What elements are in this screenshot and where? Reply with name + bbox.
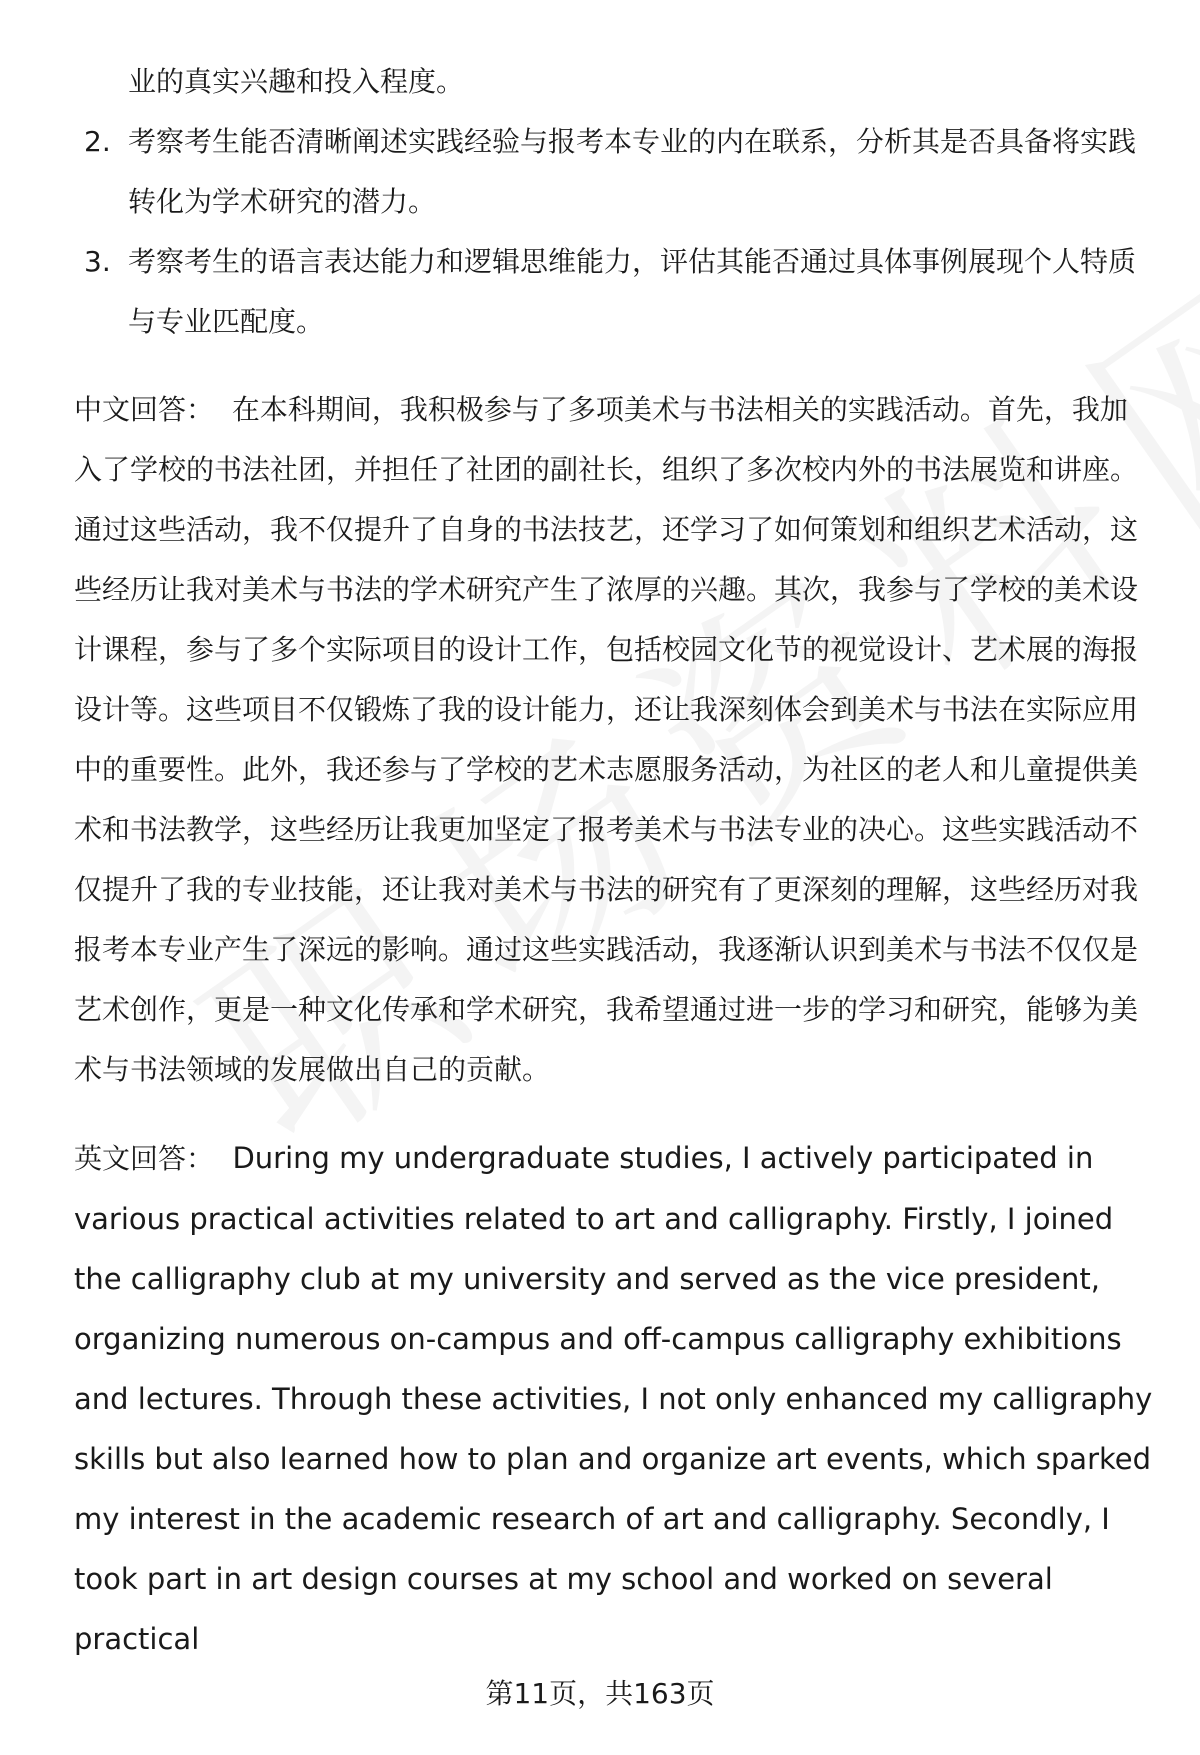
page-number: 第11页，共163页 (485, 1677, 715, 1710)
list-item-number: 3. (84, 245, 111, 278)
list-item-continuation (74, 52, 1154, 112)
list-item-text: 业的真实兴趣和投入程度。 (128, 65, 465, 98)
list-item (74, 232, 1154, 352)
chinese-answer-label: 中文回答： (74, 393, 215, 426)
list-item-text: 考察考生的语言表达能力和逻辑思维能力，评估其能否通过具体事例展现个人特质与专业匹配度。 (128, 245, 1137, 338)
page-footer (0, 1674, 1200, 1714)
list-item (74, 112, 1154, 232)
english-answer-paragraph (74, 1128, 1154, 1669)
english-answer-label: 英文回答： (74, 1142, 215, 1175)
spacer (74, 1100, 1154, 1128)
english-answer-text: During my undergraduate studies, I actively participated in various practical activities related to art and calligraphy. Firstly, I joined the calligraphy club at my university and served as the vice president, organizing numerous on-campus and off-campus calligraphy exhibitions and lectures. Through these activities, I not only enhanced my calligraphy skills but also learned how to plan and organize art events, which sparked my interest in the academic research of art and calligraphy. Secondly, I took part in art design courses at my school and worked on several practical (74, 1141, 1153, 1656)
spacer (74, 352, 1154, 380)
chinese-answer-paragraph (74, 380, 1154, 1100)
page-content (74, 52, 1154, 1669)
chinese-answer-text: 在本科期间，我积极参与了多项美术与书法相关的实践活动。首先，我加入了学校的书法社团，并担任了社团的副社长，组织了多次校内外的书法展览和讲座。通过这些活动，我不仅提升了自身的书法技艺，还学习了如何策划和组织艺术活动，这些经历让我对美术与书法的学术研究产生了浓厚的兴趣。其次，我参与了学校的美术设计课程，参与了多个实际项目的设计工作，包括校园文化节的视觉设计、艺术展的海报设计等。这些项目不仅锻炼了我的设计能力，还让我深刻体会到美术与书法在实际应用中的重要性。此外，我还参与了学校的艺术志愿服务活动，为社区的老人和儿童提供美术和书法教学，这些经历让我更加坚定了报考美术与书法专业的决心。这些实践活动不仅提升了我的专业技能，还让我对美术与书法的研究有了更深刻的理解，这些经历对我报考本专业产生了深远的影响。通过这些实践活动，我逐渐认识到美术与书法不仅仅是艺术创作，更是一种文化传承和学术研究，我希望通过进一步的学习和研究，能够为美术与书法领域的发展做出自己的贡献。 (74, 393, 1139, 1086)
list-item-text: 考察考生能否清晰阐述实践经验与报考本专业的内在联系，分析其是否具备将实践转化为学术研究的潜力。 (128, 125, 1137, 218)
list-item-number: 2. (84, 125, 111, 158)
criteria-list (74, 52, 1154, 352)
